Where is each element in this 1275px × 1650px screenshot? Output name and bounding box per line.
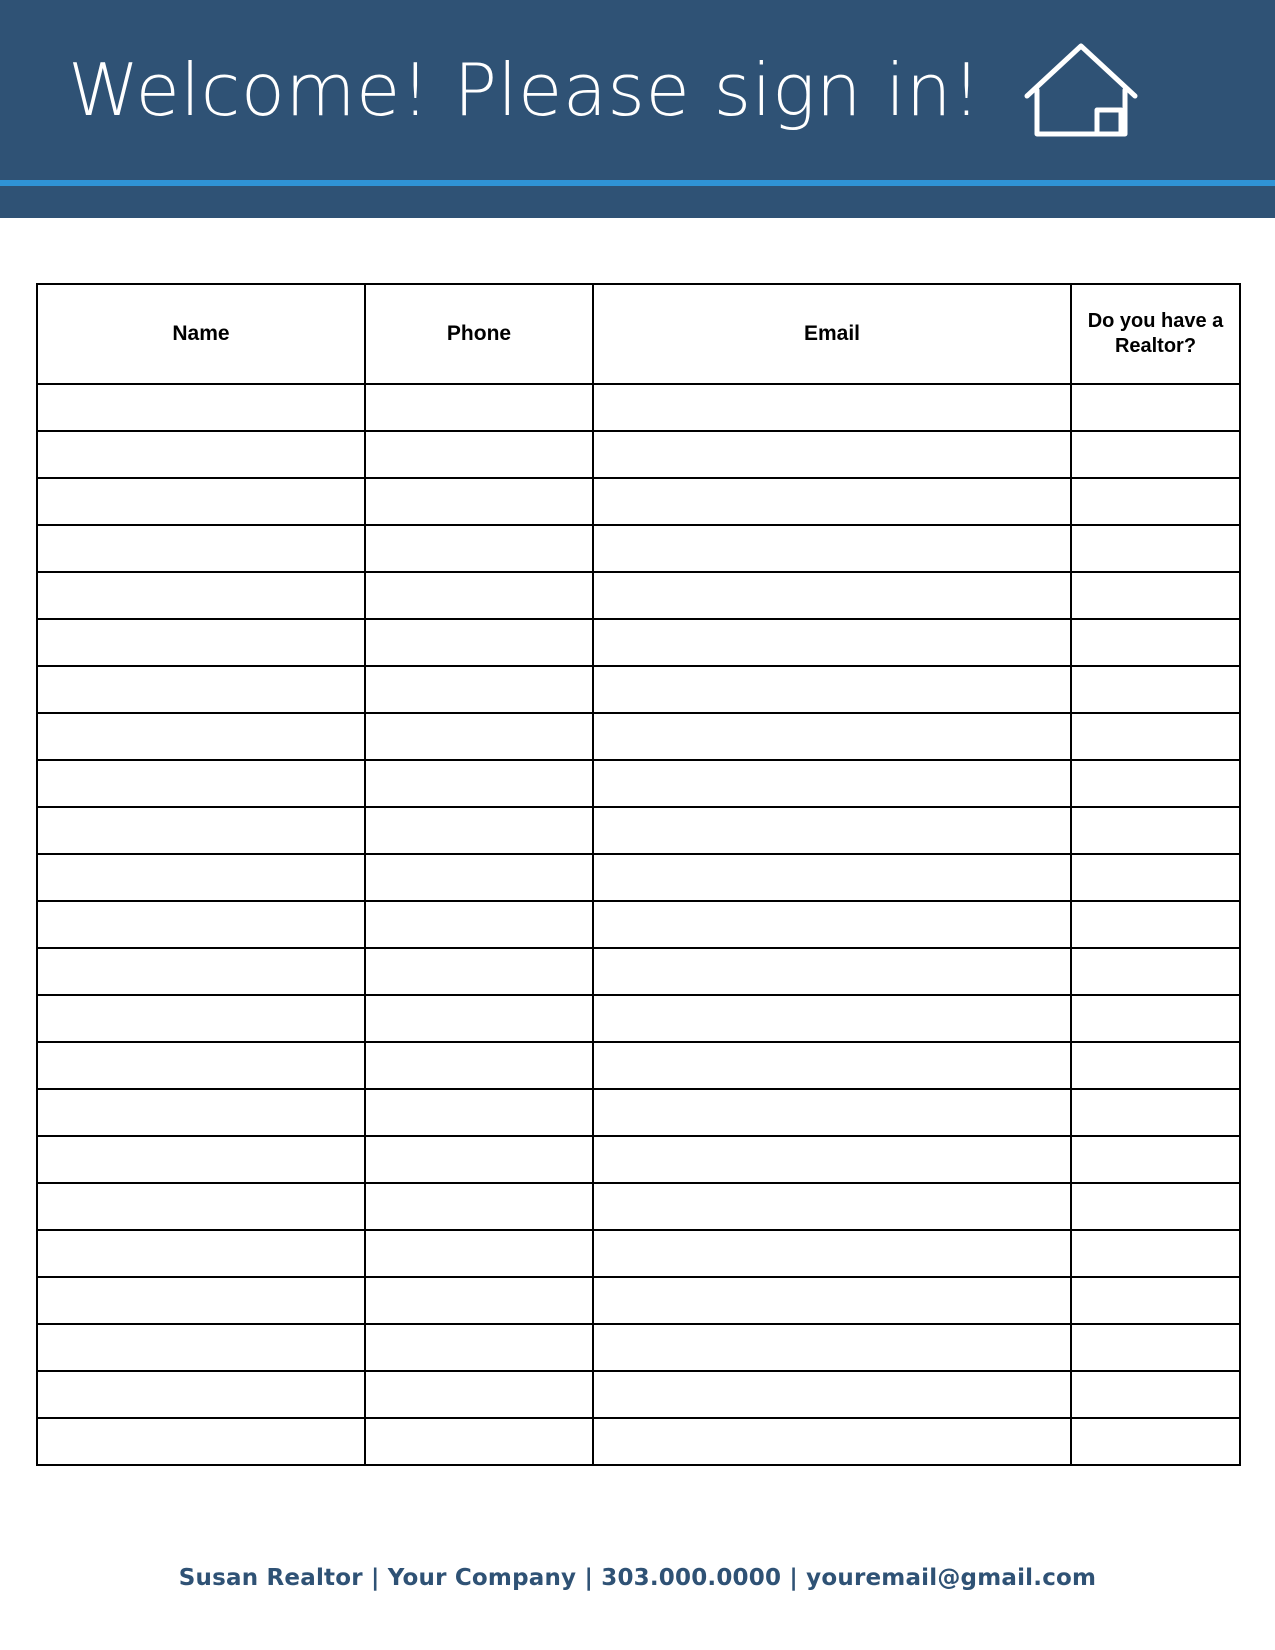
table-cell-name[interactable] — [37, 1324, 365, 1371]
table-cell-name[interactable] — [37, 1371, 365, 1418]
table-cell-email[interactable] — [593, 619, 1071, 666]
table-cell-name[interactable] — [37, 854, 365, 901]
signin-sheet — [36, 283, 1239, 1466]
table-cell-email[interactable] — [593, 1136, 1071, 1183]
table-row — [37, 995, 1240, 1042]
column-header-name: Name — [37, 284, 365, 384]
table-cell-realtor[interactable] — [1071, 1324, 1240, 1371]
page-header-banner — [0, 0, 1275, 180]
table-cell-phone[interactable] — [365, 572, 593, 619]
table-cell-phone[interactable] — [365, 901, 593, 948]
table-cell-phone[interactable] — [365, 948, 593, 995]
table-row — [37, 1089, 1240, 1136]
table-cell-phone[interactable] — [365, 1230, 593, 1277]
table-cell-email[interactable] — [593, 807, 1071, 854]
table-cell-email[interactable] — [593, 1089, 1071, 1136]
table-cell-realtor[interactable] — [1071, 1136, 1240, 1183]
table-cell-phone[interactable] — [365, 713, 593, 760]
table-cell-email[interactable] — [593, 1324, 1071, 1371]
table-cell-name[interactable] — [37, 1418, 365, 1465]
table-row — [37, 572, 1240, 619]
table-cell-name[interactable] — [37, 525, 365, 572]
table-row — [37, 1371, 1240, 1418]
table-cell-phone[interactable] — [365, 666, 593, 713]
table-header-row — [37, 284, 1240, 384]
table-cell-realtor[interactable] — [1071, 666, 1240, 713]
table-cell-realtor[interactable] — [1071, 948, 1240, 995]
table-cell-realtor[interactable] — [1071, 1418, 1240, 1465]
table-cell-email[interactable] — [593, 1183, 1071, 1230]
table-row — [37, 1418, 1240, 1465]
table-header — [37, 284, 1240, 384]
table-cell-phone[interactable] — [365, 431, 593, 478]
table-cell-name[interactable] — [37, 1136, 365, 1183]
table-cell-realtor[interactable] — [1071, 525, 1240, 572]
table-cell-name[interactable] — [37, 995, 365, 1042]
table-cell-realtor[interactable] — [1071, 572, 1240, 619]
table-cell-phone[interactable] — [365, 619, 593, 666]
table-row — [37, 619, 1240, 666]
table-cell-realtor[interactable] — [1071, 1277, 1240, 1324]
table-cell-phone[interactable] — [365, 1277, 593, 1324]
table-cell-name[interactable] — [37, 760, 365, 807]
table-cell-name[interactable] — [37, 1183, 365, 1230]
table-row — [37, 807, 1240, 854]
table-cell-realtor[interactable] — [1071, 1089, 1240, 1136]
house-icon — [1021, 38, 1141, 147]
table-cell-email[interactable] — [593, 1042, 1071, 1089]
table-cell-email[interactable] — [593, 384, 1071, 431]
table-cell-name[interactable] — [37, 384, 365, 431]
table-row — [37, 1277, 1240, 1324]
table-cell-phone[interactable] — [365, 1183, 593, 1230]
table-cell-phone[interactable] — [365, 807, 593, 854]
table-row — [37, 1324, 1240, 1371]
table-row — [37, 384, 1240, 431]
table-cell-realtor[interactable] — [1071, 760, 1240, 807]
table-cell-realtor[interactable] — [1071, 901, 1240, 948]
table-row — [37, 1042, 1240, 1089]
table-cell-name[interactable] — [37, 1042, 365, 1089]
table-cell-email[interactable] — [593, 713, 1071, 760]
table-cell-email[interactable] — [593, 854, 1071, 901]
table-row — [37, 431, 1240, 478]
table-cell-email[interactable] — [593, 995, 1071, 1042]
table-cell-realtor[interactable] — [1071, 619, 1240, 666]
table-cell-realtor[interactable] — [1071, 807, 1240, 854]
table-row — [37, 1183, 1240, 1230]
table-cell-phone[interactable] — [365, 854, 593, 901]
table-cell-email[interactable] — [593, 572, 1071, 619]
table-cell-realtor[interactable] — [1071, 478, 1240, 525]
table-cell-phone[interactable] — [365, 1136, 593, 1183]
table-cell-phone[interactable] — [365, 478, 593, 525]
footer-contact-line: Susan Realtor | Your Company | 303.000.0000 | youremail@gmail.com — [178, 1565, 1097, 1591]
table-cell-email[interactable] — [593, 1371, 1071, 1418]
table-cell-email[interactable] — [593, 431, 1071, 478]
table-cell-name[interactable] — [37, 1277, 365, 1324]
table-row — [37, 666, 1240, 713]
table-cell-phone[interactable] — [365, 1371, 593, 1418]
table-cell-phone[interactable] — [365, 525, 593, 572]
table-cell-realtor[interactable] — [1071, 713, 1240, 760]
table-cell-realtor[interactable] — [1071, 854, 1240, 901]
column-header-email: Email — [593, 284, 1071, 384]
table-cell-name[interactable] — [37, 948, 365, 995]
page-title: Welcome! Please sign in! — [68, 48, 982, 132]
table-cell-name[interactable] — [37, 1230, 365, 1277]
table-cell-realtor[interactable] — [1071, 1042, 1240, 1089]
table-cell-email[interactable] — [593, 1418, 1071, 1465]
table-cell-email[interactable] — [593, 1230, 1071, 1277]
table-row — [37, 525, 1240, 572]
table-cell-realtor[interactable] — [1071, 1230, 1240, 1277]
table-row — [37, 760, 1240, 807]
table-cell-name[interactable] — [37, 431, 365, 478]
table-cell-phone[interactable] — [365, 995, 593, 1042]
table-cell-email[interactable] — [593, 1277, 1071, 1324]
table-cell-email[interactable] — [593, 478, 1071, 525]
table-cell-phone[interactable] — [365, 384, 593, 431]
table-cell-realtor[interactable] — [1071, 1371, 1240, 1418]
table-cell-name[interactable] — [37, 666, 365, 713]
table-cell-realtor[interactable] — [1071, 1183, 1240, 1230]
table-cell-phone[interactable] — [365, 760, 593, 807]
table-cell-email[interactable] — [593, 948, 1071, 995]
column-header-phone: Phone — [365, 284, 593, 384]
header-lower-band — [0, 186, 1275, 218]
table-cell-email[interactable] — [593, 760, 1071, 807]
table-cell-phone[interactable] — [365, 1042, 593, 1089]
signin-table — [36, 283, 1241, 1466]
table-row — [37, 854, 1240, 901]
table-row — [37, 1136, 1240, 1183]
table-cell-email[interactable] — [593, 901, 1071, 948]
table-cell-phone[interactable] — [365, 1418, 593, 1465]
table-cell-phone[interactable] — [365, 1089, 593, 1136]
table-cell-name[interactable] — [37, 478, 365, 525]
column-header-realtor: Do you have a Realtor? — [1071, 284, 1240, 384]
table-cell-name[interactable] — [37, 713, 365, 760]
table-cell-name[interactable] — [37, 1089, 365, 1136]
table-cell-phone[interactable] — [365, 1324, 593, 1371]
table-cell-realtor[interactable] — [1071, 431, 1240, 478]
table-row — [37, 901, 1240, 948]
table-cell-email[interactable] — [593, 666, 1071, 713]
table-row — [37, 478, 1240, 525]
table-row — [37, 1230, 1240, 1277]
table-cell-email[interactable] — [593, 525, 1071, 572]
table-row — [37, 713, 1240, 760]
table-cell-realtor[interactable] — [1071, 995, 1240, 1042]
table-cell-name[interactable] — [37, 572, 365, 619]
table-cell-name[interactable] — [37, 807, 365, 854]
table-row — [37, 948, 1240, 995]
table-cell-name[interactable] — [37, 901, 365, 948]
table-cell-realtor[interactable] — [1071, 384, 1240, 431]
table-body — [37, 384, 1240, 1465]
table-cell-name[interactable] — [37, 619, 365, 666]
